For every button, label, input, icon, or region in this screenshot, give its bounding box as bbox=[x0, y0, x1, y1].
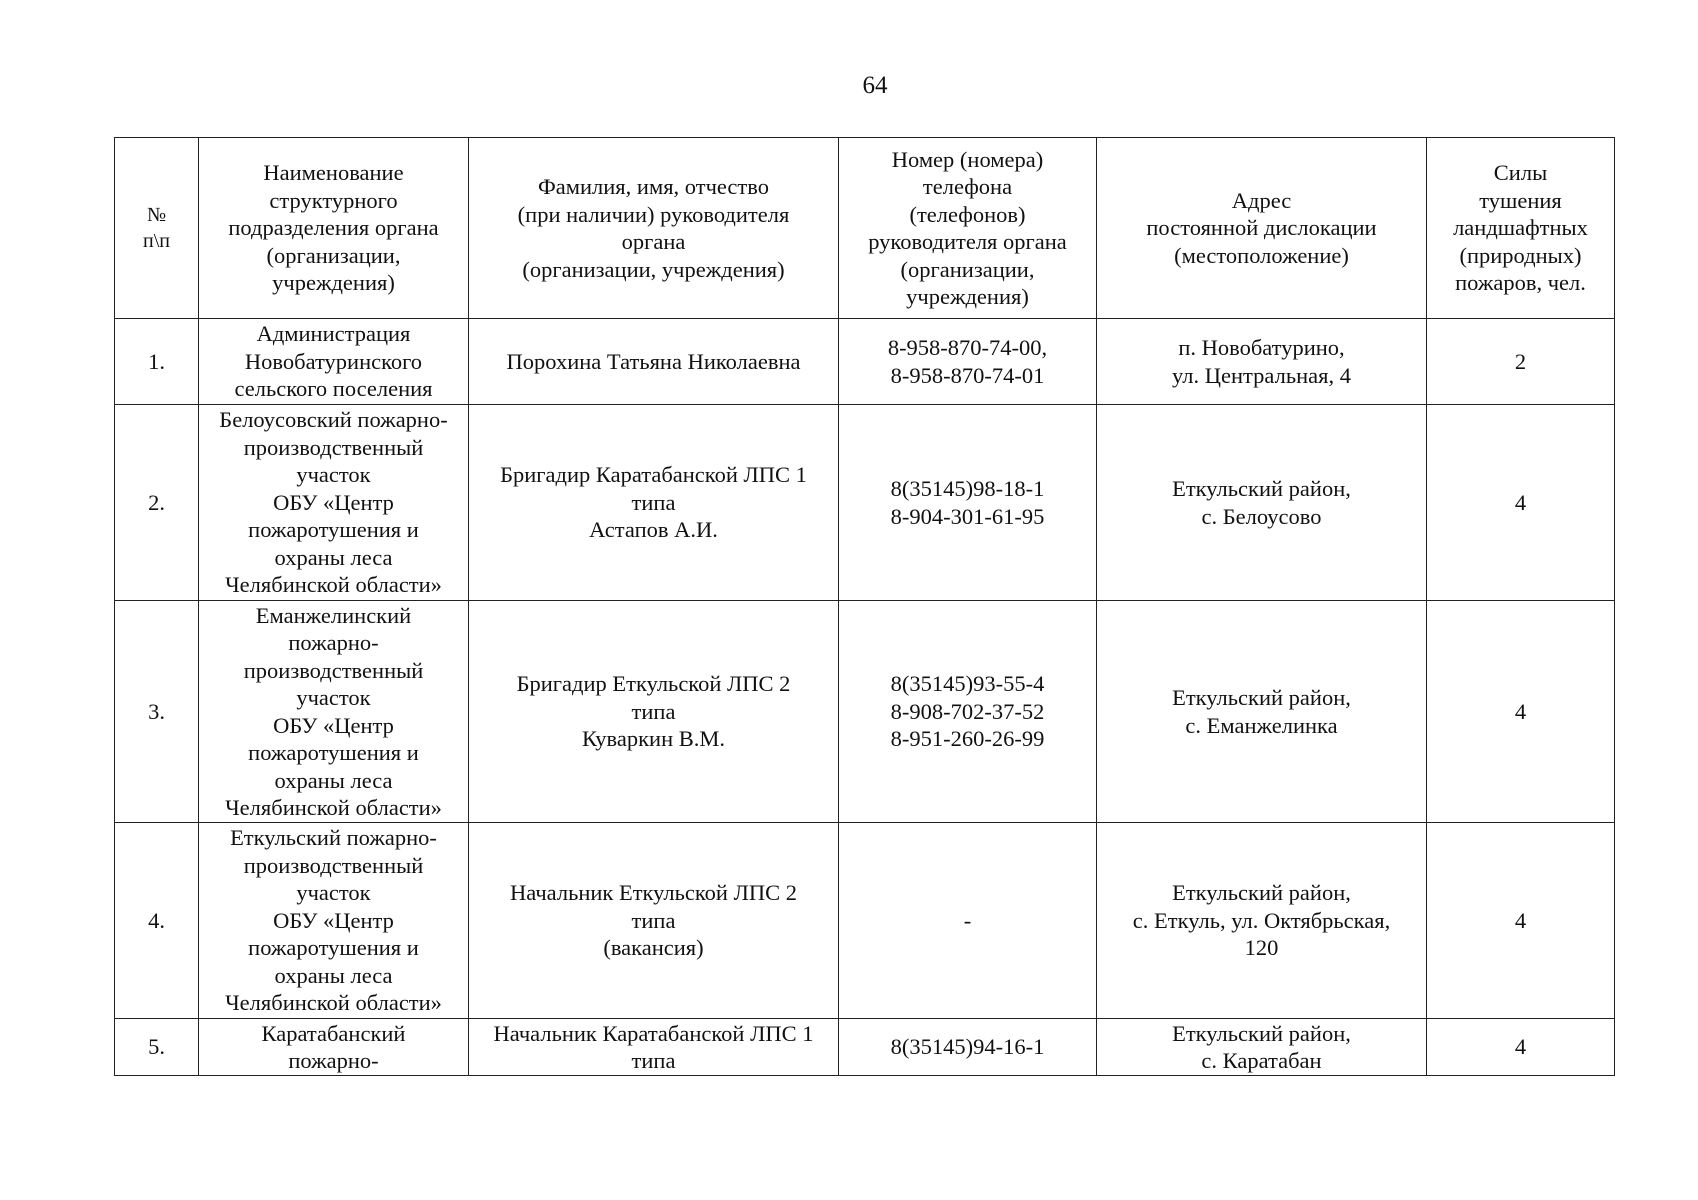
table-row bbox=[115, 405, 1615, 601]
cell-head-name: Начальник Еткульской ЛПС 2 типа (вакансия) bbox=[469, 823, 839, 1019]
cell-phone: - bbox=[839, 823, 1097, 1019]
cell-phone: 8(35145)94-16-1 bbox=[839, 1019, 1097, 1076]
cell-address: п. Новобатурино, ул. Центральная, 4 bbox=[1097, 319, 1427, 405]
cell-forces: 4 bbox=[1427, 601, 1615, 823]
cell-number: 1. bbox=[115, 319, 199, 405]
cell-unit-name: Администрация Новобатуринского сельского поселения bbox=[199, 319, 469, 405]
cell-address: Еткульский район, с. Белоусово bbox=[1097, 405, 1427, 601]
cell-forces: 2 bbox=[1427, 319, 1615, 405]
cell-unit-name: Каратабанский пожарно- bbox=[199, 1019, 469, 1076]
cell-unit-name: Белоусовский пожарно- производственный участок ОБУ «Центр пожаротушения и охраны леса Челябинской области» bbox=[199, 405, 469, 601]
table-row bbox=[115, 319, 1615, 405]
cell-head-name: Бригадир Еткульской ЛПС 2 типа Куваркин В.М. bbox=[469, 601, 839, 823]
header-phone: Номер (номера) телефона (телефонов) руководителя органа (организации, учреждения) bbox=[839, 138, 1097, 319]
cell-number: 5. bbox=[115, 1019, 199, 1076]
cell-number: 2. bbox=[115, 405, 199, 601]
cell-address: Еткульский район, с. Еманжелинка bbox=[1097, 601, 1427, 823]
cell-head-name: Бригадир Каратабанской ЛПС 1 типа Астапов А.И. bbox=[469, 405, 839, 601]
cell-number: 3. bbox=[115, 601, 199, 823]
cell-phone: 8(35145)98-18-1 8-904-301-61-95 bbox=[839, 405, 1097, 601]
cell-number: 4. bbox=[115, 823, 199, 1019]
header-number: № п\п bbox=[115, 138, 199, 319]
table-row bbox=[115, 823, 1615, 1019]
cell-phone: 8-958-870-74-00, 8-958-870-74-01 bbox=[839, 319, 1097, 405]
table-row bbox=[115, 1019, 1615, 1076]
header-address: Адрес постоянной дислокации (местоположение) bbox=[1097, 138, 1427, 319]
cell-unit-name: Еткульский пожарно- производственный участок ОБУ «Центр пожаротушения и охраны леса Челябинской области» bbox=[199, 823, 469, 1019]
cell-forces: 4 bbox=[1427, 823, 1615, 1019]
dislocation-table bbox=[114, 137, 1615, 1076]
cell-forces: 4 bbox=[1427, 1019, 1615, 1076]
header-head-name: Фамилия, имя, отчество (при наличии) руководителя органа (организации, учреждения) bbox=[469, 138, 839, 319]
header-unit-name: Наименование структурного подразделения органа (организации, учреждения) bbox=[199, 138, 469, 319]
header-forces: Силы тушения ландшафтных (природных) пожаров, чел. bbox=[1427, 138, 1615, 319]
page-number: 64 bbox=[862, 72, 888, 99]
cell-address: Еткульский район, с. Каратабан bbox=[1097, 1019, 1427, 1076]
cell-address: Еткульский район, с. Еткуль, ул. Октябрьская, 120 bbox=[1097, 823, 1427, 1019]
cell-unit-name: Еманжелинский пожарно- производственный участок ОБУ «Центр пожаротушения и охраны леса Челябинской области» bbox=[199, 601, 469, 823]
table-header-row bbox=[115, 138, 1615, 319]
cell-phone: 8(35145)93-55-4 8-908-702-37-52 8-951-260-26-99 bbox=[839, 601, 1097, 823]
cell-forces: 4 bbox=[1427, 405, 1615, 601]
cell-head-name: Начальник Каратабанской ЛПС 1 типа bbox=[469, 1019, 839, 1076]
cell-head-name: Порохина Татьяна Николаевна bbox=[469, 319, 839, 405]
table-row bbox=[115, 601, 1615, 823]
